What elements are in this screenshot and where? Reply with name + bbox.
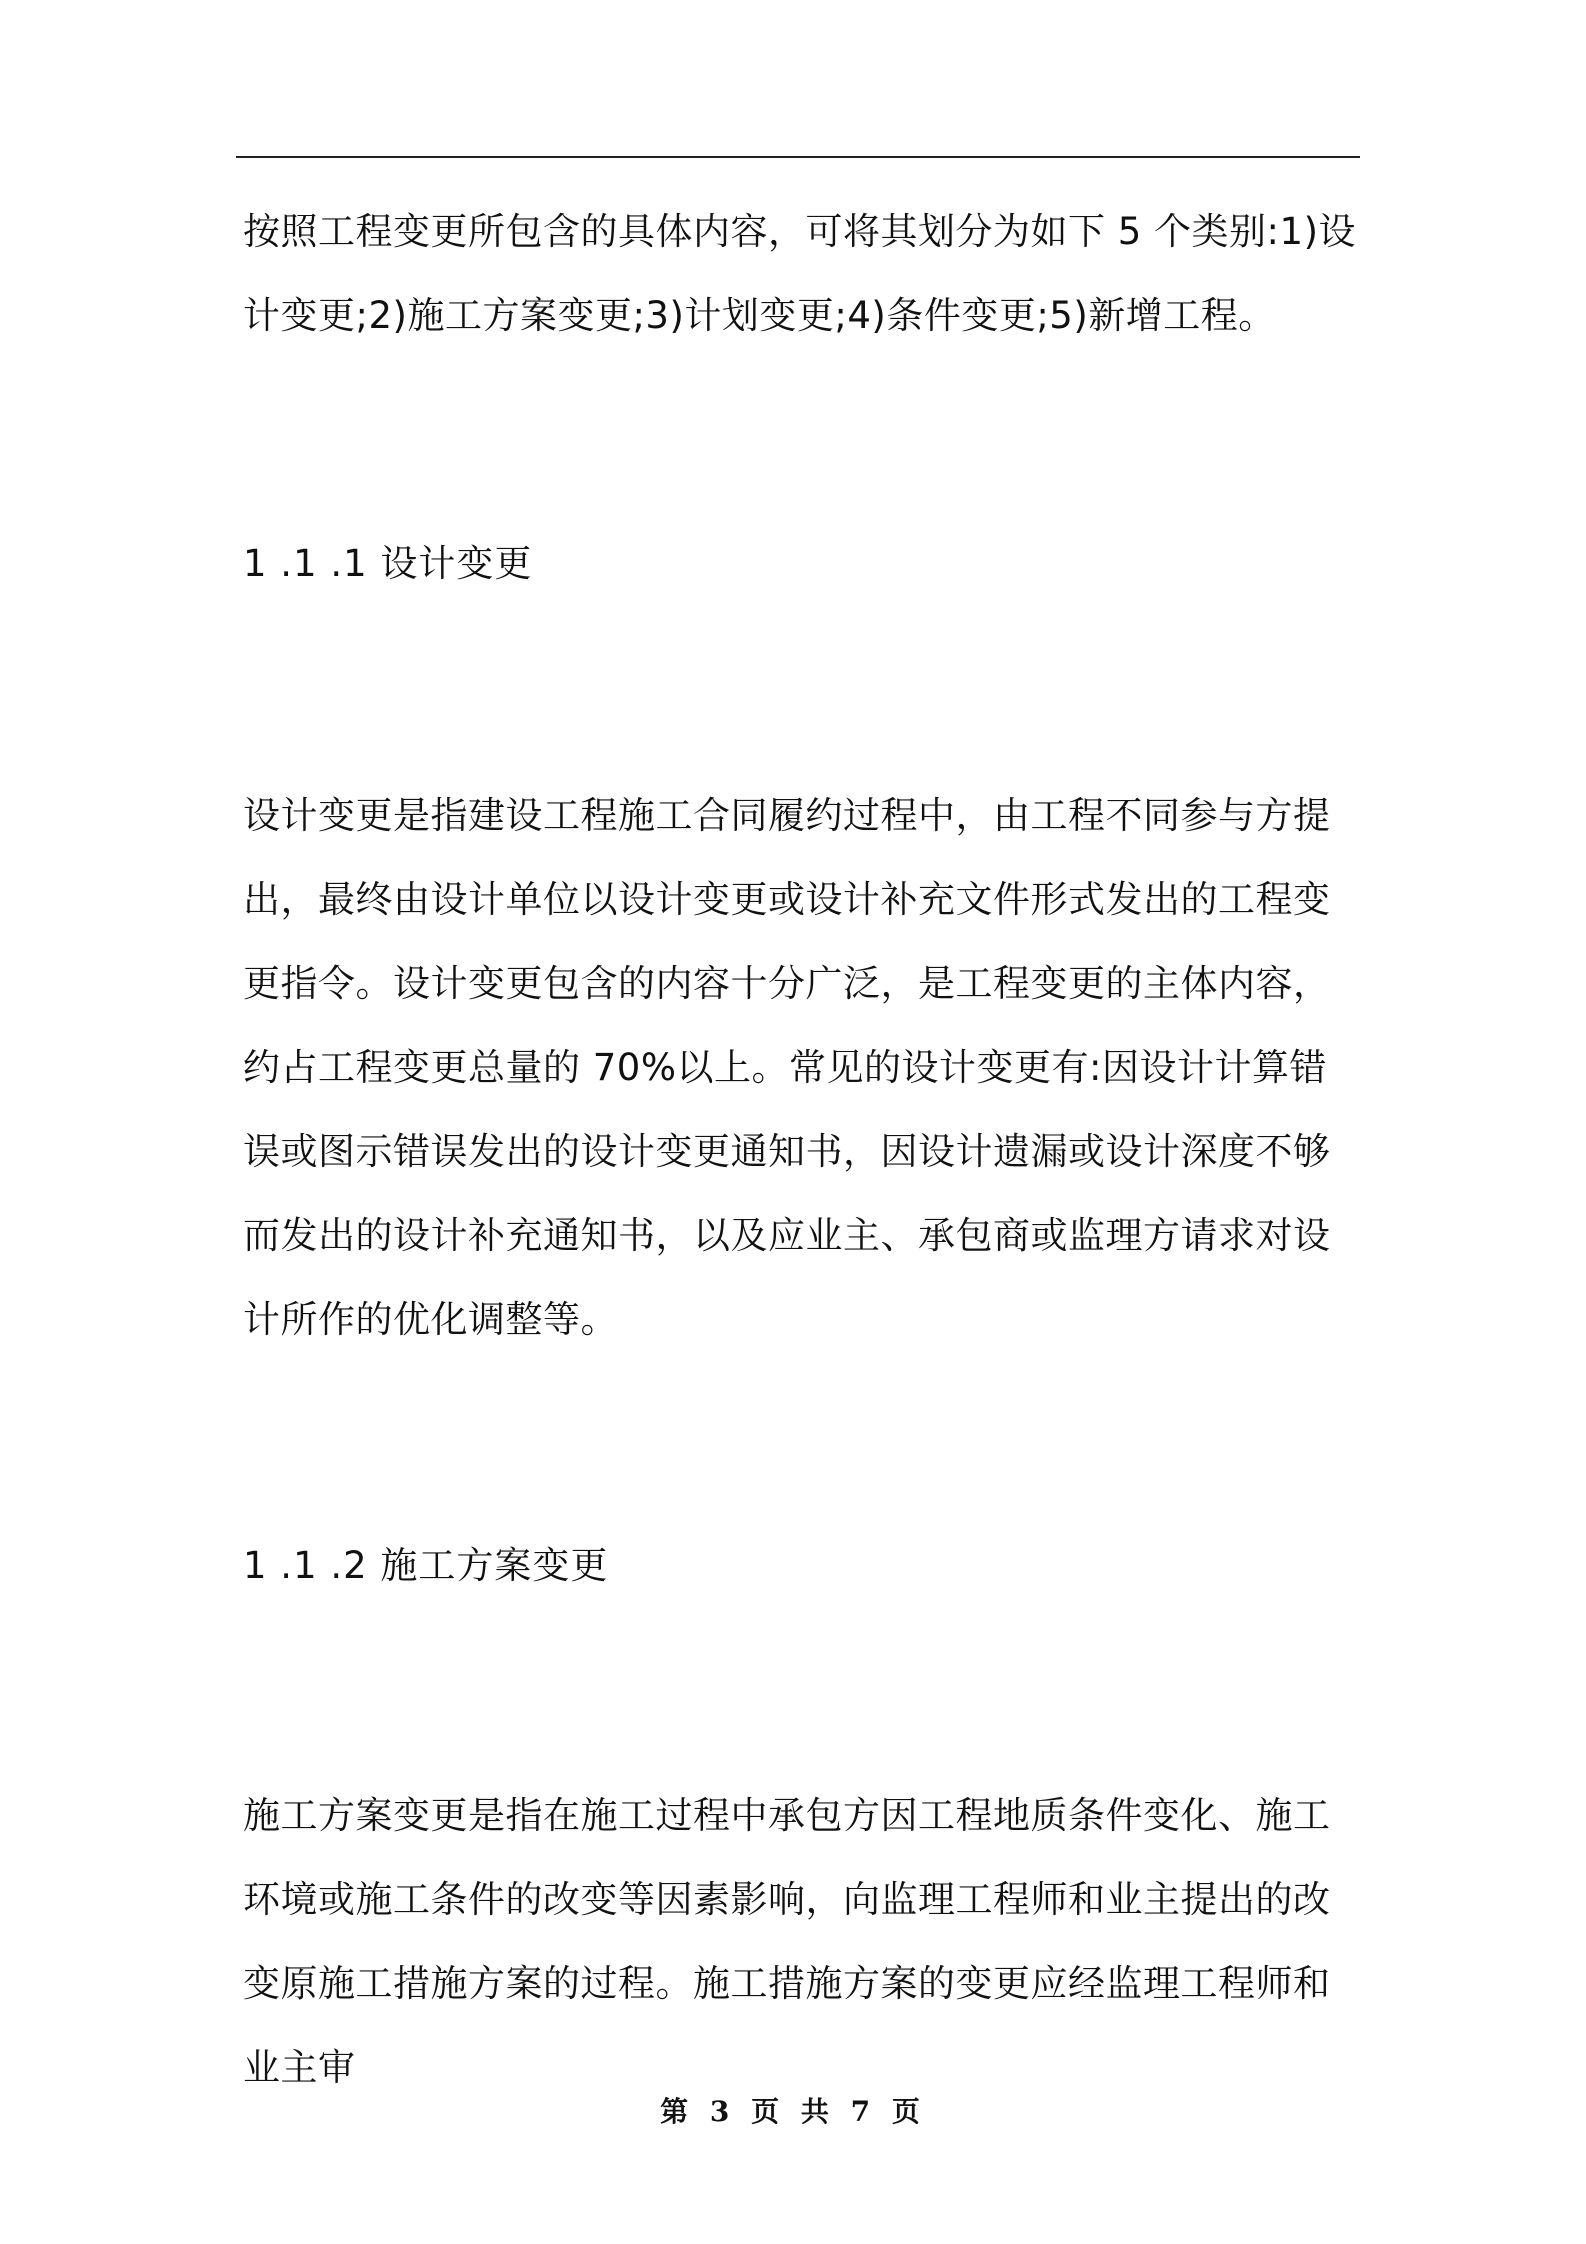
paragraph-change-categories: 按照工程变更所包含的具体内容，可将其划分为如下 5 个类别:1)设计变更;2)施工方案变更;3)计划变更;4)条件变更;5)新增工程。: [243, 210, 1357, 337]
paragraph-construction-plan-change: 施工方案变更是指在施工过程中承包方因工程地质条件变化、施工环境或施工条件的改变等因素影响，向监理工程师和业主提出的改变原施工措施方案的过程。施工措施方案的变更应经监理工程师和业主审: [243, 1794, 1331, 2089]
paragraph-design-change: 设计变更是指建设工程施工合同履约过程中，由工程不同参与方提出，最终由设计单位以设计变更或设计补充文件形式发出的工程变更指令。设计变更包含的内容十分广泛，是工程变更的主体内容，约占工程变更总量的 70%以上。常见的设计变更有:因设计计算错误或图示错误发出的设计变更通知书，因设计遗漏或设计深度不够而发出的设计补充通知书，以及应业主、承包商或监理方请求对设计所作的优化调整等。: [243, 794, 1331, 1341]
section-heading-design-change: 1 .1 .1 设计变更: [243, 542, 533, 585]
section-heading-construction-plan-change: 1 .1 .2 施工方案变更: [243, 1544, 609, 1587]
header-rule: [236, 156, 1360, 158]
page-number-footer: 第 3 页 共 7 页: [660, 2095, 926, 2128]
